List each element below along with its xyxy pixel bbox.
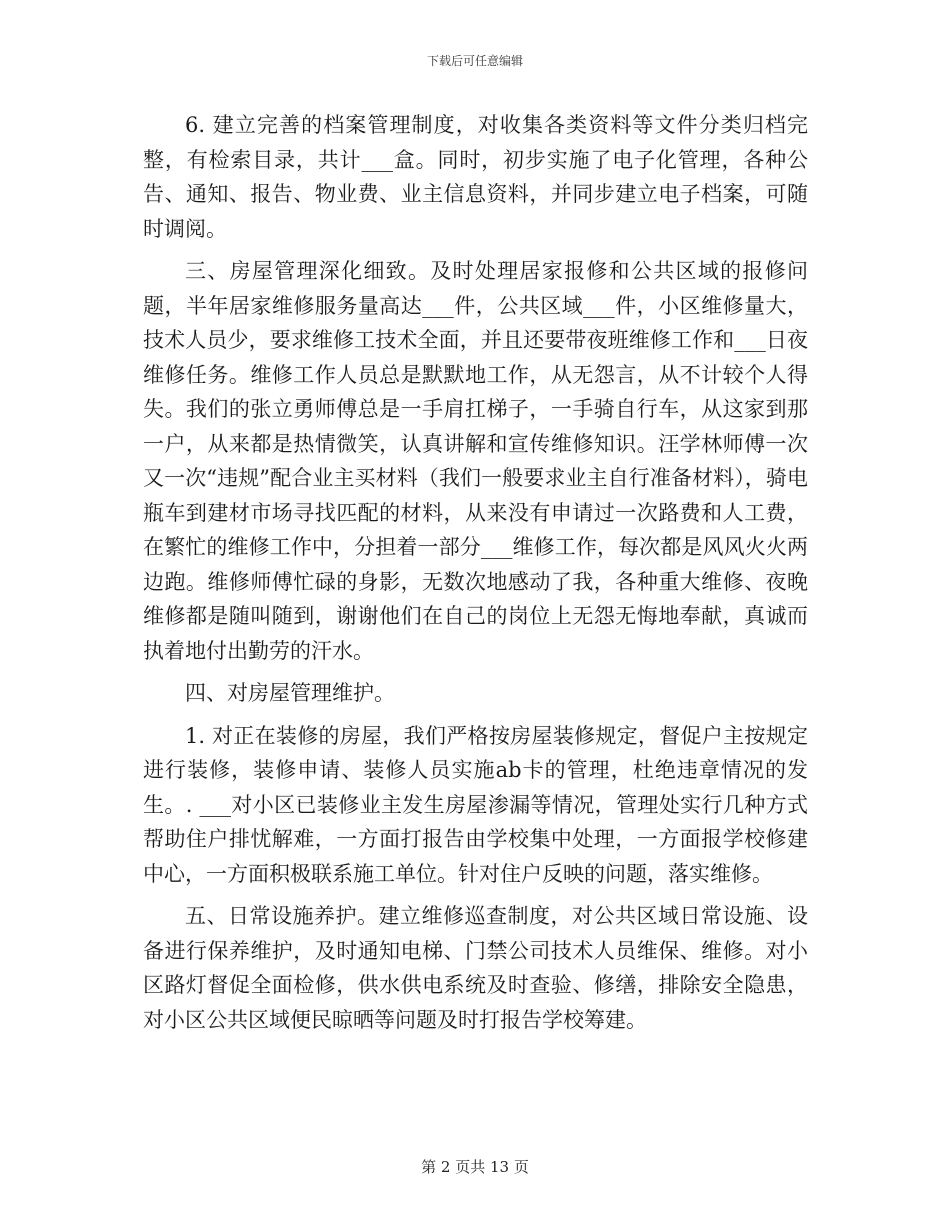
paragraph-archive-management: 6. 建立完善的档案管理制度，对收集各类资料等文件分类归档完整，有检索目录，共计___盒。同时，初步实施了电子化管理，各种公告、通知、报告、物业费、业主信息资料，并同步建立电子档案，可随时调阅。 bbox=[143, 113, 808, 241]
page-footer: 第 2 页共 13 页 bbox=[421, 1158, 529, 1176]
paragraph-housing-management: 三、房屋管理深化细致。及时处理居家报修和公共区域的报修问题，半年居家维修服务量高达___件，公共区域___件，小区维修量大，技术人员少，要求维修工技术全面，并且还要带夜班维修工作和___日夜维修任务。维修工作人员总是默默地工作，从无怨言，从不计较个人得失。我们的张立勇师傅总是一手肩扛梯子，一手骑自行车，从这家到那一户，从来都是热情微笑，认真讲解和宣传维修知识。汪学林师傅一次又一次“违规”配合业主买材料（我们一般要求业主自行准备材料），骑电瓶车到建材市场寻找匹配的材料，从来没有申请过一次路费和人工费，在繁忙的维修工作中，分担着一部分___维修工作，每次都是风风火火两边跑。维修师傅忙碌的身影，无数次地感动了我，各种重大维修、夜晚维修都是随叫随到，谢谢他们在自己的岗位上无怨无悔地奉献，真诚而执着地付出勤劳的汗水。 bbox=[143, 259, 808, 663]
document-body bbox=[143, 108, 808, 1045]
paragraph-renovation-management: 1. 对正在装修的房屋，我们严格按房屋装修规定，督促户主按规定进行装修，装修申请、装修人员实施ab卡的管理，杜绝违章情况的发生。. ___对小区已装修业主发生房屋渗漏等情况，管理处实行几种方式帮助住户排忧解难，一方面打报告由学校集中处理，一方面报学校修建中心，一方面积极联系施工单位。针对住户反映的问题，落实维修。 bbox=[143, 723, 808, 886]
paragraph-facility-maintenance: 五、日常设施养护。建立维修巡查制度，对公共区域日常设施、设备进行保养维护，及时通知电梯、门禁公司技术人员维保、维修。对小区路灯督促全面检修，供水供电系统及时查验、修缮，排除安全隐患，对小区公共区域便民晾晒等问题及时打报告学校筹建。 bbox=[143, 904, 808, 1032]
page-header: 下载后可任意编辑 bbox=[426, 54, 523, 68]
paragraph-section-four-heading: 四、对房屋管理维护。 bbox=[185, 681, 395, 705]
